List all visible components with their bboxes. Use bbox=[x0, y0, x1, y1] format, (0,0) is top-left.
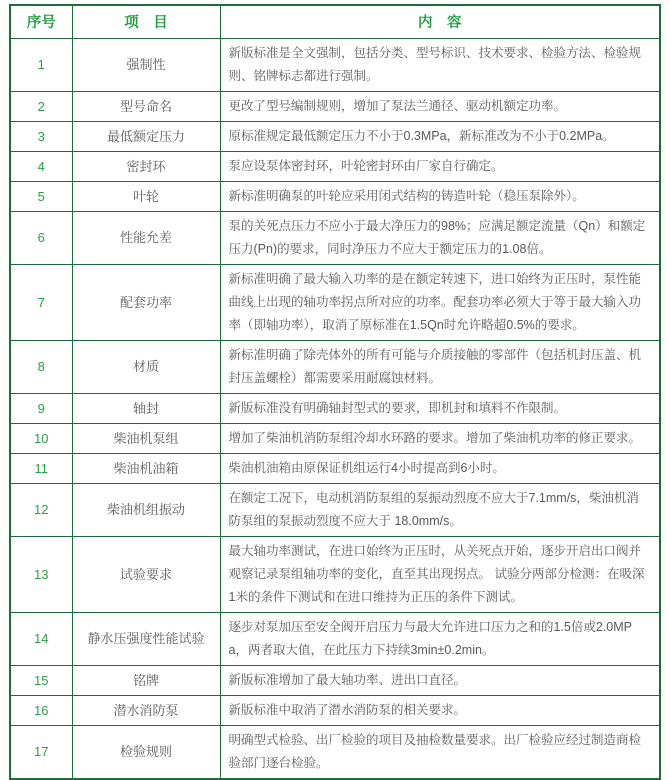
item-cell: 叶轮 bbox=[72, 181, 220, 211]
table-row bbox=[10, 665, 660, 695]
table-header-row bbox=[10, 5, 660, 38]
content-cell: 在额定工况下，电动机消防泵组的泵振动烈度不应大于7.1mm/s，柴油机消防泵组的泵振动烈度不应大于 18.0mm/s。 bbox=[220, 483, 660, 536]
table-row bbox=[10, 725, 660, 779]
table-row bbox=[10, 536, 660, 612]
item-cell: 配套功率 bbox=[72, 264, 220, 340]
table-row bbox=[10, 423, 660, 453]
row-number-cell: 13 bbox=[10, 536, 72, 612]
content-cell: 逐步对泵加压至安全阀开启压力与最大允许进口压力之和的1.5倍或2.0MPa，两者取大值，在此压力下持续3min±0.2min。 bbox=[220, 612, 660, 665]
content-cell: 新标准明确了最大输入功率的是在额定转速下，进口始终为正压时，泵性能曲线上出现的轴功率拐点所对应的功率。配套功率必须大于等于最大输入功率（即轴功率），取消了原标准在1.5Qn时允许略超0.5%的要求。 bbox=[220, 264, 660, 340]
table-row bbox=[10, 340, 660, 393]
content-cell: 最大轴功率测试，在进口始终为正压时，从关死点开始，逐步开启出口阀并观察记录泵组轴功率的变化，直至其出现拐点。 试验分两部分检测：在吸深1米的条件下测试和在进口维持为正压的条件下测试。 bbox=[220, 536, 660, 612]
table-row bbox=[10, 453, 660, 483]
item-cell: 柴油机油箱 bbox=[72, 453, 220, 483]
content-cell: 柴油机油箱由原保证机组运行4小时提高到6小时。 bbox=[220, 453, 660, 483]
item-cell: 轴封 bbox=[72, 393, 220, 423]
row-number-cell: 6 bbox=[10, 211, 72, 264]
content-cell: 新标准明确了除壳体外的所有可能与介质接触的零部件（包括机封压盖、机封压盖螺栓）都需要采用耐腐蚀材料。 bbox=[220, 340, 660, 393]
row-number-cell: 8 bbox=[10, 340, 72, 393]
row-number-cell: 14 bbox=[10, 612, 72, 665]
item-cell: 型号命名 bbox=[72, 91, 220, 121]
item-cell: 强制性 bbox=[72, 38, 220, 91]
item-cell: 密封环 bbox=[72, 151, 220, 181]
item-cell: 性能允差 bbox=[72, 211, 220, 264]
row-number-cell: 1 bbox=[10, 38, 72, 91]
item-cell: 检验规则 bbox=[72, 725, 220, 779]
row-number-cell: 17 bbox=[10, 725, 72, 779]
item-cell: 试验要求 bbox=[72, 536, 220, 612]
item-cell: 最低额定压力 bbox=[72, 121, 220, 151]
content-cell: 新版标准增加了最大轴功率、进出口直径。 bbox=[220, 665, 660, 695]
table-row bbox=[10, 695, 660, 725]
standard-comparison-table-wrap bbox=[9, 4, 660, 780]
row-number-cell: 10 bbox=[10, 423, 72, 453]
content-cell: 泵应设泵体密封环，叶轮密封环由厂家自行确定。 bbox=[220, 151, 660, 181]
row-number-cell: 9 bbox=[10, 393, 72, 423]
table-row bbox=[10, 264, 660, 340]
content-cell: 新版标准是全文强制，包括分类、型号标识、技术要求、检验方法、检验规则、铭牌标志都进行强制。 bbox=[220, 38, 660, 91]
item-cell: 静水压强度性能试验 bbox=[72, 612, 220, 665]
table-row bbox=[10, 38, 660, 91]
item-cell: 潜水消防泵 bbox=[72, 695, 220, 725]
content-cell: 明确型式检验、出厂检验的项目及抽检数量要求。出厂检验应经过制造商检验部门逐台检验。 bbox=[220, 725, 660, 779]
table-body bbox=[10, 38, 660, 779]
row-number-cell: 3 bbox=[10, 121, 72, 151]
item-cell: 柴油机泵组 bbox=[72, 423, 220, 453]
content-cell: 泵的关死点压力不应小于最大净压力的98%；应满足额定流量（Qn）和额定压力(Pn)的要求，同时净压力不应大于额定压力的1.08倍。 bbox=[220, 211, 660, 264]
table-row bbox=[10, 121, 660, 151]
table-row bbox=[10, 393, 660, 423]
standard-comparison-table bbox=[9, 4, 661, 780]
table-row bbox=[10, 151, 660, 181]
content-cell: 新版标准没有明确轴封型式的要求，即机封和填料不作限制。 bbox=[220, 393, 660, 423]
table-row bbox=[10, 211, 660, 264]
row-number-cell: 12 bbox=[10, 483, 72, 536]
table-row bbox=[10, 91, 660, 121]
item-cell: 铭牌 bbox=[72, 665, 220, 695]
header-content: 内 容 bbox=[220, 5, 660, 38]
content-cell: 新标准明确泵的叶轮应采用闭式结构的铸造叶轮（稳压泵除外）。 bbox=[220, 181, 660, 211]
content-cell: 原标准规定最低额定压力不小于0.3MPa，新标准改为不小于0.2MPa。 bbox=[220, 121, 660, 151]
row-number-cell: 11 bbox=[10, 453, 72, 483]
row-number-cell: 4 bbox=[10, 151, 72, 181]
row-number-cell: 15 bbox=[10, 665, 72, 695]
header-serial-number: 序号 bbox=[10, 5, 72, 38]
table-row bbox=[10, 181, 660, 211]
table-row bbox=[10, 612, 660, 665]
item-cell: 柴油机组振动 bbox=[72, 483, 220, 536]
row-number-cell: 16 bbox=[10, 695, 72, 725]
row-number-cell: 5 bbox=[10, 181, 72, 211]
table-row bbox=[10, 483, 660, 536]
content-cell: 增加了柴油机消防泵组冷却水环路的要求。增加了柴油机功率的修正要求。 bbox=[220, 423, 660, 453]
content-cell: 新版标准中取消了潜水消防泵的相关要求。 bbox=[220, 695, 660, 725]
row-number-cell: 7 bbox=[10, 264, 72, 340]
item-cell: 材质 bbox=[72, 340, 220, 393]
content-cell: 更改了型号编制规则，增加了泵法兰通径、驱动机额定功率。 bbox=[220, 91, 660, 121]
row-number-cell: 2 bbox=[10, 91, 72, 121]
header-item: 项 目 bbox=[72, 5, 220, 38]
